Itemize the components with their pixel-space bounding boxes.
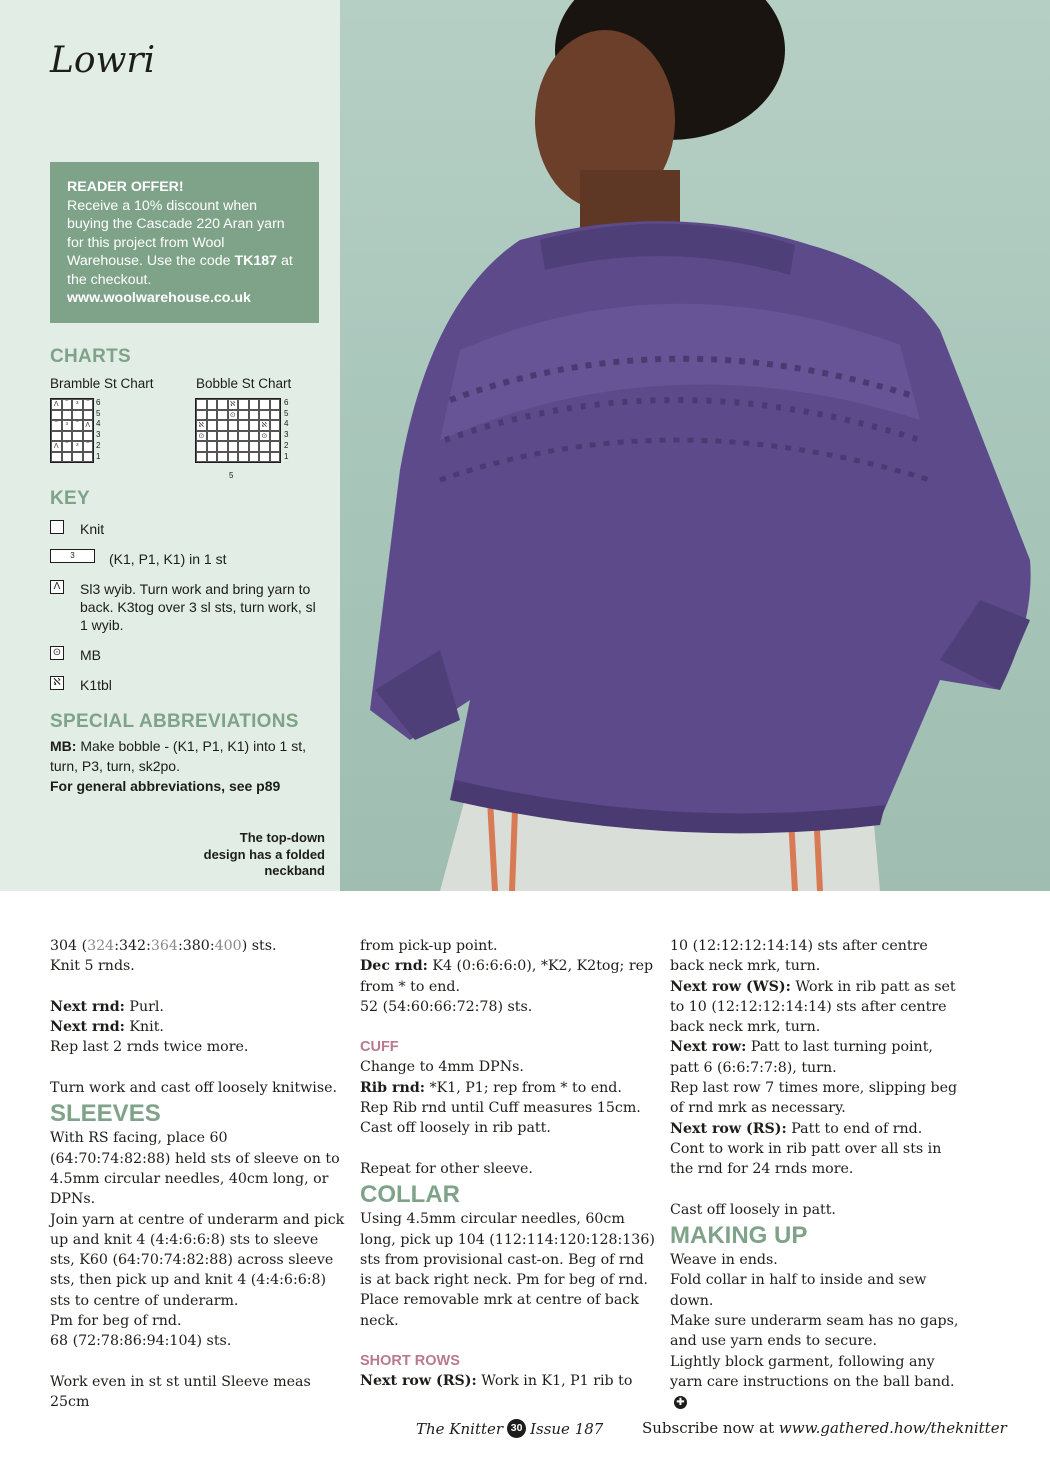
instruction-line: from pick-up point. bbox=[360, 938, 498, 954]
instruction-line: Fold collar in half to inside and sew down. bbox=[670, 1272, 927, 1309]
bobble-chart-label: Bobble St Chart bbox=[196, 376, 292, 391]
key-knit-label: Knit bbox=[80, 521, 105, 537]
key-heading: KEY bbox=[50, 488, 90, 509]
instruction-line: Make sure underarm seam has no gaps, and use yarn ends to secure. bbox=[670, 1313, 959, 1350]
bramble-row-numbers: 6 5 4 3 2 1 bbox=[96, 398, 101, 461]
offer-heading: READER OFFER! bbox=[67, 179, 184, 195]
model-photo bbox=[340, 0, 1050, 891]
instruction-line: Next rnd: Knit. bbox=[50, 1019, 164, 1036]
instruction-line: Repeat for other sleeve. bbox=[360, 1160, 533, 1177]
charts-heading: CHARTS bbox=[50, 346, 131, 367]
instruction-line: Cont to work in rib patt over all sts in the rnd for 24 rnds more. bbox=[670, 1140, 942, 1178]
short-rows-heading: SHORT ROWS bbox=[360, 1353, 460, 1370]
bobble-stitch-count: 5 bbox=[229, 471, 234, 480]
photo-caption: The top-down design has a folded neckband bbox=[203, 830, 325, 878]
instruction-line: Work even in st st until Sleeve meas 25cm bbox=[50, 1373, 311, 1411]
special-abbreviations-text: MB: Make bobble - (K1, P1, K1) into 1 st, turn, P3, turn, sk2po. For general abbreviations, see p89 bbox=[50, 738, 306, 794]
offer-after-code: at the checkout. bbox=[67, 253, 293, 288]
instruction-line: 10 (12:12:12:14:14) sts after centre back neck mrk, turn. bbox=[670, 938, 928, 975]
end-marker-icon: ✚ bbox=[674, 1396, 687, 1409]
offer-url[interactable]: www.woolwarehouse.co.uk bbox=[67, 290, 251, 306]
instruction-line: Next rnd: Purl. bbox=[50, 998, 164, 1015]
key-mb-label: MB bbox=[80, 647, 101, 663]
making-up-heading: MAKING UP bbox=[670, 1222, 808, 1250]
bobble-chart-grid: ℵ ⊙ ℵ ℵ ⊙ ⊙ bbox=[195, 398, 281, 463]
key-k1tbl-label: K1tbl bbox=[80, 677, 112, 693]
special-abbreviations-heading: SPECIAL ABBREVIATIONS bbox=[50, 711, 299, 732]
bobble-row-numbers: 6 5 4 3 2 1 bbox=[284, 398, 289, 461]
key-k1p1k1-label: (K1, P1, K1) in 1 st bbox=[109, 551, 227, 567]
instruction-line: With RS facing, place 60 (64:70:74:82:88) held sts of sleeve on to 4.5mm circular needles, 40cm long, or DPNs. bbox=[50, 1130, 340, 1208]
instruction-line: Lightly block garment, following any yarn care instructions on the ball band.✚ bbox=[670, 1353, 955, 1408]
instruction-line: Cast off loosely in patt. bbox=[670, 1201, 836, 1218]
bobble-symbol-icon: ⊙ bbox=[50, 646, 64, 660]
pattern-column-1 bbox=[50, 936, 345, 1413]
sleeves-heading: SLEEVES bbox=[50, 1100, 161, 1128]
subscribe-label: Subscribe now at bbox=[642, 1419, 775, 1437]
collar-heading: COLLAR bbox=[360, 1181, 460, 1209]
offer-body: Receive a 10% discount when buying the Cascade 220 Aran yarn for this project from Wool Warehouse. Use the code bbox=[67, 197, 285, 269]
instruction-line: Weave in ends. bbox=[670, 1252, 778, 1269]
instruction-line: Knit 5 rnds. bbox=[50, 958, 135, 975]
knit-symbol-icon bbox=[50, 520, 64, 534]
k1tbl-symbol-icon: ℵ bbox=[50, 676, 64, 690]
instruction-line: Rep last row 7 times more, slipping beg of rnd mrk as necessary. bbox=[670, 1080, 958, 1117]
footer-subscribe bbox=[642, 1419, 1007, 1437]
instruction-line: 68 (72:78:86:94:104) sts. bbox=[50, 1333, 232, 1350]
footer-magazine bbox=[416, 1419, 603, 1438]
instruction-line: Change to 4mm DPNs. bbox=[360, 1059, 524, 1076]
general-abbreviations-link[interactable]: For general abbreviations, see p89 bbox=[50, 778, 281, 794]
bramble-chart-grid: Λ ‾ ³ ‾ ‾ ³ ‾ Λ Λ ‾ ³ ‾ bbox=[50, 398, 94, 463]
instruction-line: Next row (RS): Patt to end of rnd. bbox=[670, 1120, 923, 1137]
subscribe-url[interactable]: www.gathered.how/theknitter bbox=[778, 1419, 1007, 1437]
instruction-line: Rep Rib rnd until Cuff measures 15cm. bbox=[360, 1100, 641, 1117]
sl3-symbol-icon: Λ bbox=[50, 580, 64, 594]
instruction-line: Using 4.5mm circular needles, 60cm long, pick up 104 (112:114:120:128:136) sts from provisional cast-on. Beg of rnd is at back right neck. Pm for beg of rnd. Place removable mrk at centre of back neck. bbox=[360, 1211, 655, 1329]
page-number-badge: 30 bbox=[507, 1419, 526, 1438]
issue-number: Issue 187 bbox=[530, 1419, 604, 1438]
instruction-line: 52 (54:60:66:72:78) sts. bbox=[360, 998, 533, 1015]
k1p1k1-symbol-icon: 3 bbox=[50, 549, 95, 563]
instruction-line: Pm for beg of rnd. bbox=[50, 1313, 182, 1330]
instruction-line: Next row: Patt to last turning point, patt 6 (6:6:7:7:8), turn. bbox=[670, 1039, 933, 1076]
pattern-title: Lowri bbox=[50, 40, 156, 81]
instruction-line: Rep last 2 rnds twice more. bbox=[50, 1039, 249, 1056]
stitch-count-304: 304 (324:342:364:380:400) sts. bbox=[50, 938, 277, 954]
reader-offer-box bbox=[50, 162, 319, 323]
key-sl3-label: Sl3 wyib. Turn work and bring yarn to back. K3tog over 3 sl sts, turn work, sl 1 wyib. bbox=[80, 581, 316, 633]
pattern-column-2 bbox=[360, 936, 655, 1392]
cuff-heading: CUFF bbox=[360, 1039, 399, 1056]
instruction-line: Cast off loosely in rib patt. bbox=[360, 1120, 551, 1137]
instruction-line: Rib rnd: *K1, P1; rep from * to end. bbox=[360, 1079, 622, 1096]
instruction-line: Join yarn at centre of underarm and pick up and knit 4 (4:4:6:6:8) sts to sleeve sts, K60 (64:70:74:82:88) across sleeve sts, then pick up and knit 4 (4:4:6:6:8) sts to centre of underarm. bbox=[50, 1211, 345, 1309]
sweater-illustration bbox=[340, 0, 1050, 891]
magazine-name: The Knitter bbox=[416, 1419, 504, 1438]
bramble-chart-label: Bramble St Chart bbox=[50, 376, 154, 391]
instruction-line: Next row (WS): Work in rib patt as set to 10 (12:12:12:14:14) sts after centre back neck mrk, turn. bbox=[670, 978, 956, 1036]
pattern-column-3 bbox=[670, 936, 965, 1413]
instruction-line: Next row (RS): Work in K1, P1 rib to bbox=[360, 1373, 633, 1390]
instruction-line: Turn work and cast off loosely knitwise. bbox=[50, 1080, 338, 1097]
instruction-line: Dec rnd: K4 (0:6:6:6:0), *K2, K2tog; rep from * to end. bbox=[360, 958, 654, 995]
offer-code: TK187 bbox=[234, 253, 278, 269]
